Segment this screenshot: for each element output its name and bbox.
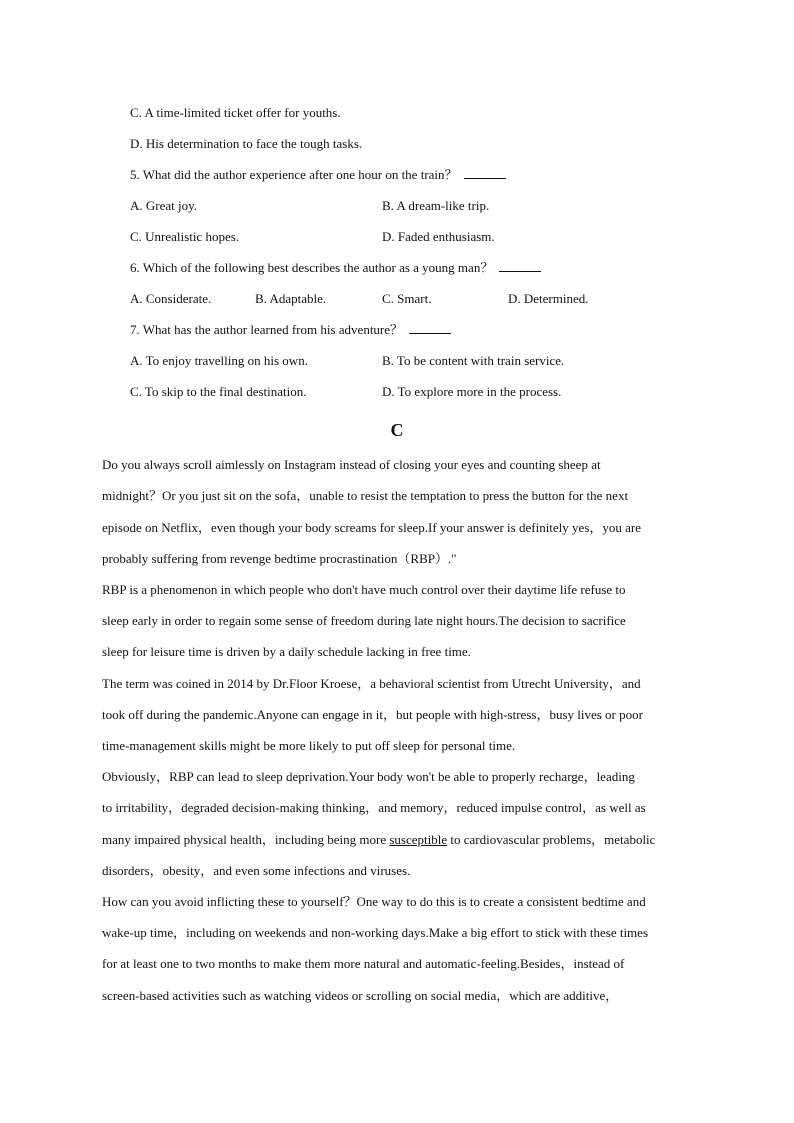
q5-option-a: A. Great joy. — [130, 198, 198, 213]
passage-line: probably suffering from revenge bedtime procrastination（RBP）." — [102, 551, 457, 566]
q5-question-text: 5. What did the author experience after one hour on the train？ — [130, 167, 458, 182]
passage-line: wake-up time，including on weekends and non-working days.Make a big effort to stick with these times — [102, 925, 648, 940]
q6-option-a: A. Considerate. — [130, 291, 212, 306]
q6-option-b: B. Adaptable. — [255, 291, 327, 306]
q7-answer-blank — [409, 322, 451, 334]
q7-option-c: C. To skip to the final destination. — [130, 384, 307, 399]
q5-option-c: C. Unrealistic hopes. — [130, 229, 240, 244]
section-heading: C — [390, 420, 404, 440]
q4-option-d: D. His determination to face the tough tasks. — [130, 136, 363, 151]
q5-option-b: B. A dream-like trip. — [382, 198, 490, 213]
q5-answer-blank — [464, 167, 506, 179]
q7-option-a: A. To enjoy travelling on his own. — [130, 353, 308, 368]
passage-line: time-management skills might be more likely to put off sleep for personal time. — [102, 738, 516, 753]
passage-line — [102, 832, 655, 848]
q7-question — [130, 322, 451, 338]
q4-option-c: C. A time-limited ticket offer for youths. — [130, 105, 341, 120]
passage-line: episode on Netflix，even though your body screams for sleep.If your answer is definitely yes，you are — [102, 520, 641, 535]
passage-line: screen-based activities such as watching videos or scrolling on social media，which are additive， — [102, 988, 619, 1003]
passage-text: many impaired physical health，including being more — [102, 832, 390, 847]
q6-question-text: 6. Which of the following best describes the author as a young man？ — [130, 260, 494, 275]
q7-option-d: D. To explore more in the process. — [382, 384, 562, 399]
passage-line: sleep for leisure time is driven by a daily schedule lacking in free time. — [102, 644, 471, 659]
q6-option-c: C. Smart. — [382, 291, 432, 306]
passage-line: The term was coined in 2014 by Dr.Floor Kroese，a behavioral scientist from Utrecht University，and — [102, 676, 641, 691]
passage-line: sleep early in order to regain some sense of freedom during late night hours.The decision to sacrifice — [102, 613, 626, 628]
q6-question — [130, 260, 541, 276]
passage-line: disorders，obesity，and even some infections and viruses. — [102, 863, 411, 878]
passage-line: midnight？Or you just sit on the sofa，unable to resist the temptation to press the button for the next — [102, 488, 629, 503]
passage-line: to irritability，degraded decision-making thinking，and memory，reduced impulse control，as well as — [102, 800, 646, 815]
q7-option-b: B. To be content with train service. — [382, 353, 565, 368]
passage-line: Do you always scroll aimlessly on Instagram instead of closing your eyes and counting sheep at — [102, 457, 601, 472]
q6-option-d: D. Determined. — [508, 291, 589, 306]
passage-line: How can you avoid inflicting these to yourself？One way to do this is to create a consistent bedtime and — [102, 894, 646, 909]
passage-line: for at least one to two months to make them more natural and automatic-feeling.Besides，instead of — [102, 956, 625, 971]
q5-question — [130, 167, 506, 183]
q7-question-text: 7. What has the author learned from his adventure？ — [130, 322, 404, 337]
passage-line: Obviously，RBP can lead to sleep deprivation.Your body won't be able to properly recharge，leading — [102, 769, 635, 784]
underlined-word: susceptible — [389, 832, 448, 847]
q6-answer-blank — [499, 260, 541, 272]
passage-line: took off during the pandemic.Anyone can engage in it，but people with high-stress，busy lives or poor — [102, 707, 643, 722]
passage-line: RBP is a phenomenon in which people who don't have much control over their daytime life refuse to — [102, 582, 626, 597]
passage-text: to cardiovascular problems，metabolic — [447, 832, 656, 847]
q5-option-d: D. Faded enthusiasm. — [382, 229, 495, 244]
